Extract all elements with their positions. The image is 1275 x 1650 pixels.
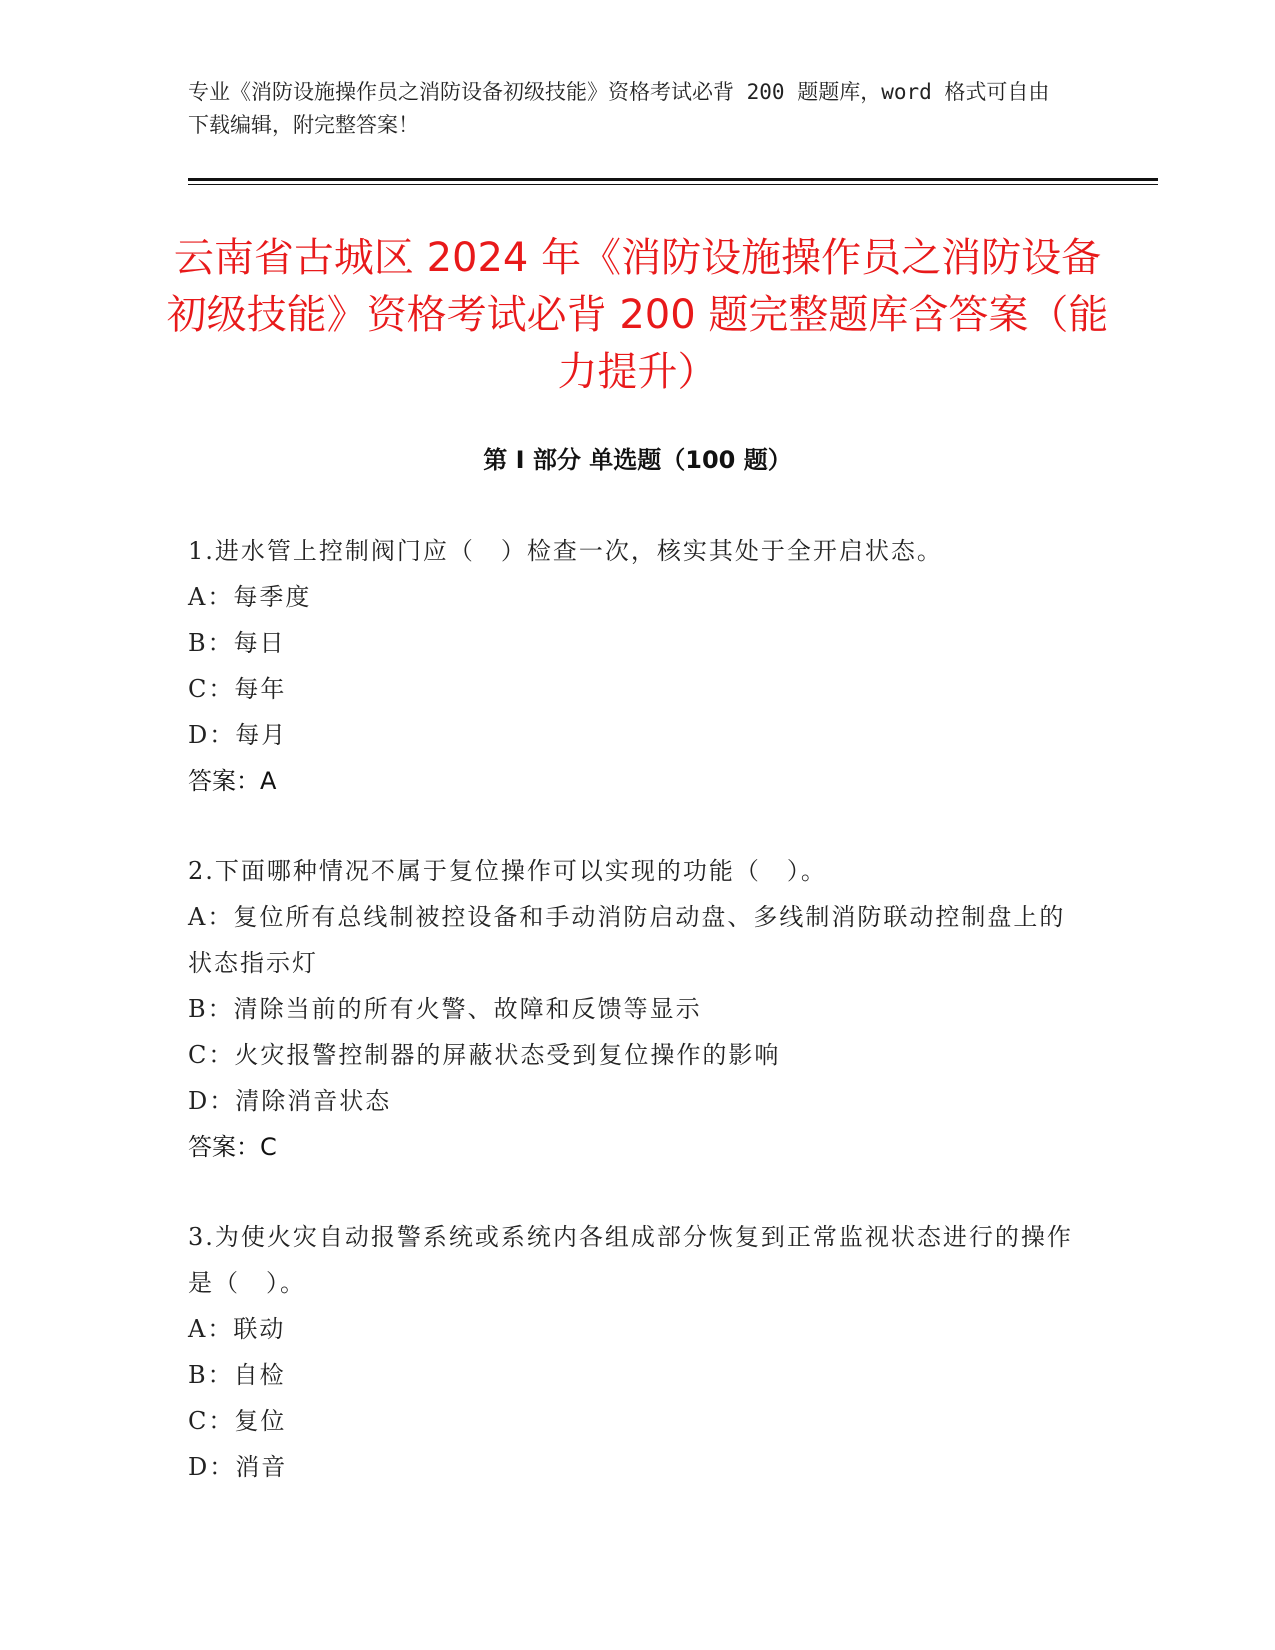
document-title: 云南省古城区 2024 年《消防设施操作员之消防设备初级技能》资格考试必背 200 题完整题库含答案（能力提升） — [166, 235, 1109, 395]
option-c: C：火灾报警控制器的屏蔽状态受到复位操作的影响 — [188, 1041, 781, 1069]
option-b: B：自检 — [188, 1361, 286, 1389]
section-title: 第 I 部分 单选题（100 题） — [483, 446, 792, 474]
option-a: A：复位所有总线制被控设备和手动消防启动盘、多线制消防联动控制盘上的状态指示灯 — [188, 903, 1066, 977]
option-b: B：清除当前的所有火警、故障和反馈等显示 — [188, 995, 702, 1023]
option-b: B：每日 — [188, 629, 286, 657]
question-text: 1.进水管上控制阀门应（ ）检查一次，核实其处于全开启状态。 — [188, 537, 943, 565]
option-d: D：消音 — [188, 1453, 288, 1481]
option-d: D：每月 — [188, 721, 288, 749]
answer-line: 答案：C — [188, 1133, 277, 1161]
option-c: C：复位 — [188, 1407, 287, 1435]
question-block — [188, 848, 1088, 1170]
question-block — [188, 1214, 1088, 1490]
header-divider-thin — [188, 184, 1158, 185]
answer-line: 答案：A — [188, 767, 277, 795]
header-divider-thick — [188, 178, 1158, 181]
option-c: C：每年 — [188, 675, 287, 703]
option-a: A：联动 — [188, 1315, 286, 1343]
option-d: D：清除消音状态 — [188, 1087, 392, 1115]
header-note: 专业《消防设施操作员之消防设备初级技能》资格考试必背 200 题题库，word 格式可自由下载编辑，附完整答案！ — [188, 80, 1050, 137]
question-text: 3.为使火灾自动报警系统或系统内各组成部分恢复到正常监视状态进行的操作是（ ）。 — [188, 1223, 1073, 1297]
question-text: 2.下面哪种情况不属于复位操作可以实现的功能（ ）。 — [188, 857, 827, 885]
question-block — [188, 528, 1088, 804]
option-a: A：每季度 — [188, 583, 312, 611]
